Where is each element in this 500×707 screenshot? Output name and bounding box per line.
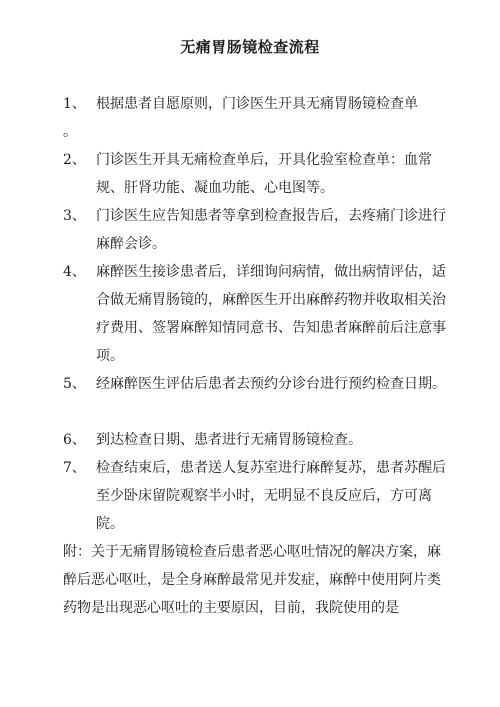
step-overflow-text: 。 xyxy=(63,124,77,140)
step-number: 7、 xyxy=(63,460,86,476)
step-item-7 xyxy=(63,454,455,538)
step-item-4 xyxy=(63,258,455,370)
step-text: 麻醉医生接诊患者后，详细询问病情，做出病情评估，适合做无痛胃肠镜的，麻醉医生开出麻醉药物并收取相关治疗费用、签署麻醉知情同意书、告知患者麻醉前后注意事项。 xyxy=(96,264,446,364)
step-number: 5、 xyxy=(63,376,86,392)
step-text: 到达检查日期、患者进行无痛胃肠镜检查。 xyxy=(96,432,362,448)
step-number: 6、 xyxy=(63,432,86,448)
step-item-2 xyxy=(63,146,455,202)
step-text: 门诊医生开具无痛检查单后，开具化验室检查单：血常规、肝肾功能、凝血功能、心电图等。 xyxy=(96,152,432,196)
step-text: 检查结束后，患者送人复苏室进行麻醉复苏，患者苏醒后至少卧床留院观察半小时，无明显不良反应后，方可离院。 xyxy=(96,460,446,532)
step-text: 门诊医生应告知患者等拿到检查报告后，去疼痛门诊进行麻醉会诊。 xyxy=(96,208,446,252)
step-text: 经麻醉医生评估后患者去预约分诊台进行预约检查日期。 xyxy=(96,376,446,392)
step-item-6 xyxy=(63,426,455,454)
step-number: 4、 xyxy=(63,264,86,280)
step-item-3 xyxy=(63,202,455,258)
appendix-paragraph: 附：关于无痛胃肠镜检查后患者恶心呕吐情况的解决方案，麻醉后恶心呕吐，是全身麻醉最常见并发症，麻醉中使用阿片类药物是出现恶心呕吐的主要原因，目前，我院使用的是 xyxy=(63,544,441,616)
step-item-5 xyxy=(63,370,455,426)
step-number: 1、 xyxy=(63,96,86,112)
step-text: 根据患者自愿原则，门诊医生开具无痛胃肠镜检查单 xyxy=(96,96,418,112)
step-number: 2、 xyxy=(63,152,86,168)
document-title: 无痛胃肠镜检查流程 xyxy=(180,38,320,56)
step-number: 3、 xyxy=(63,208,86,224)
